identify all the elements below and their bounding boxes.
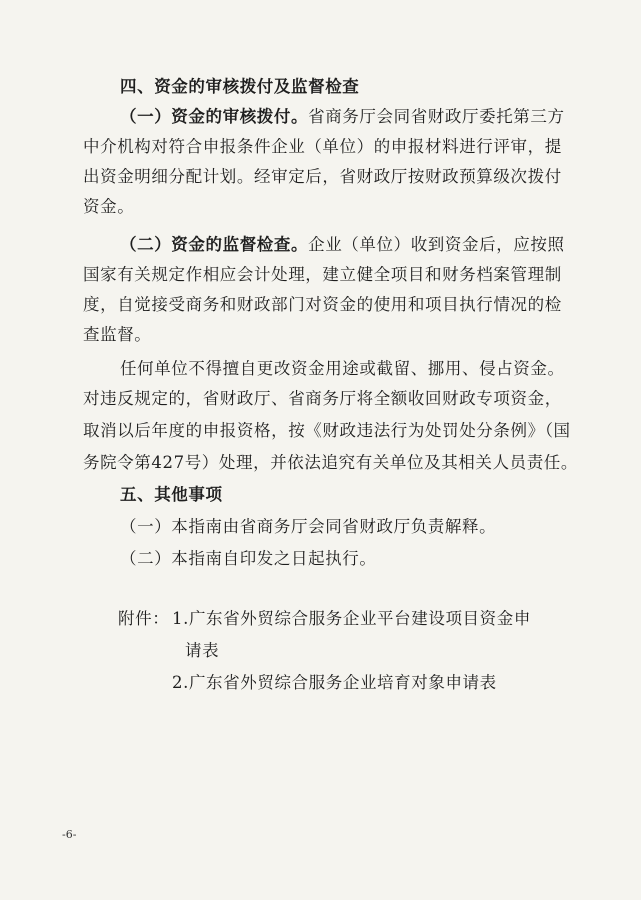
section4-p2-line1 (120, 234, 565, 256)
section4-p1-line1-rest: 省商务厅会同省财政厅委托第三方 (308, 107, 565, 126)
attachment-2: 2.广东省外贸综合服务企业培育对象申请表 (172, 673, 497, 692)
section4-p2-head: （二）资金的监督检查。 (120, 235, 309, 254)
section4-p1-line1 (120, 106, 565, 128)
section4-heading: 四、资金的审核拨付及监督检查 (120, 77, 360, 96)
attachments-label: 附件： (118, 609, 170, 628)
section4-p2-line2: 国家有关规定作相应会计处理，建立健全项目和财务档案管理制 (83, 265, 562, 284)
section4-p2-line4: 查监督。 (83, 325, 152, 344)
section5-item1: （一）本指南由省商务厅会同省财政厅负责解释。 (120, 517, 497, 536)
section5-heading: 五、其他事项 (120, 485, 223, 504)
attachment-1-line2: 请表 (185, 641, 220, 660)
section4-p1-line4: 资金。 (83, 197, 135, 216)
section4-p1-line2: 中介机构对符合申报条件企业（单位）的申报材料进行评审，提 (83, 137, 562, 156)
page-number: -6- (62, 828, 77, 841)
section4-p1-line3: 出资金明细分配计划。经审定后，省财政厅按财政预算级次拨付 (83, 167, 562, 186)
section4-p1-head: （一）资金的审核拨付。 (120, 107, 309, 126)
section4-p2-line1-rest: 企业（单位）收到资金后，应按照 (308, 235, 565, 254)
section4-p3-line2: 对违反规定的，省财政厅、省商务厅将全额收回财政专项资金， (83, 389, 562, 408)
attachment-1-line1: 1.广东省外贸综合服务企业平台建设项目资金申 (172, 609, 531, 628)
section4-p3-line1: 任何单位不得擅自更改资金用途或截留、挪用、侵占资金。 (120, 359, 565, 378)
section5-item2: （二）本指南自印发之日起执行。 (120, 549, 377, 568)
section4-p3-line4: 务院令第427号）处理，并依法追究有关单位及其相关人员责任。 (83, 453, 578, 472)
section4-p2-line3: 度，自觉接受商务和财政部门对资金的使用和项目执行情况的检 (83, 295, 562, 314)
section4-p3-line3: 取消以后年度的申报资格，按《财政违法行为处罚处分条例》（国 (83, 421, 571, 440)
